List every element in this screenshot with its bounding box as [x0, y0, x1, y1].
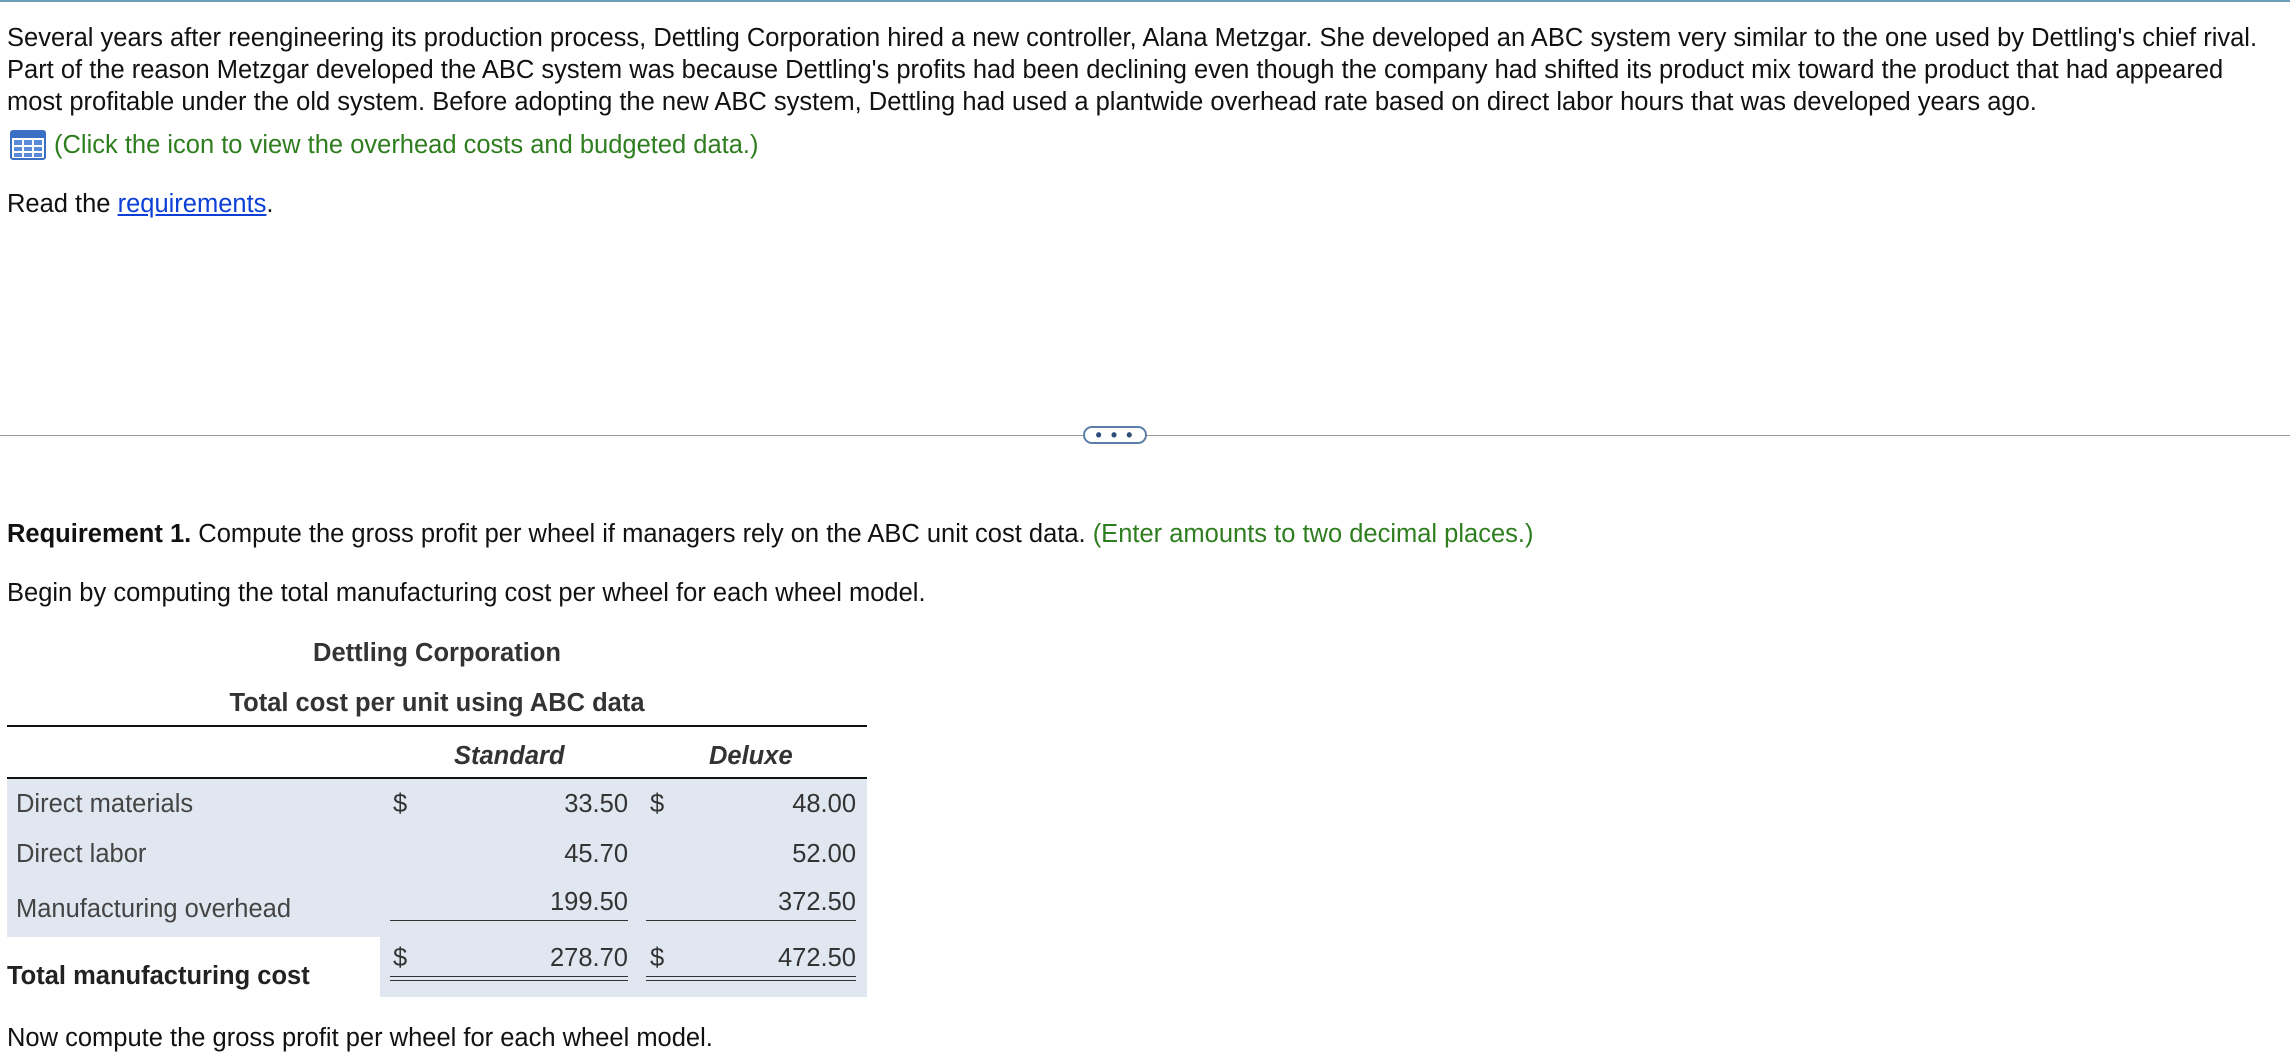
deluxe-direct-labor-value[interactable]: 52.00 — [792, 840, 856, 868]
standard-total-double-underline — [390, 976, 628, 981]
read-prefix: Read the — [7, 190, 118, 218]
requirement-1-prompt — [7, 518, 1533, 550]
deluxe-total-value[interactable]: 472.50 — [778, 944, 856, 972]
standard-direct-materials-value[interactable]: 33.50 — [564, 790, 628, 818]
deluxe-direct-materials-value[interactable]: 48.00 — [792, 790, 856, 818]
deluxe-manufacturing-overhead-value[interactable]: 372.50 — [778, 888, 856, 916]
standard-total-value[interactable]: 278.70 — [550, 944, 628, 972]
read-requirements-line — [7, 188, 274, 220]
currency-symbol: $ — [393, 944, 408, 972]
currency-symbol: $ — [650, 944, 665, 972]
row-label-direct-labor: Direct labor — [16, 840, 147, 868]
standard-direct-labor-value[interactable]: 45.70 — [564, 840, 628, 868]
begin-instruction: Begin by computing the total manufacturing cost per wheel for each wheel model. — [7, 579, 926, 607]
next-step-instruction: Now compute the gross profit per wheel for each wheel model. — [7, 1024, 713, 1052]
row-label-manufacturing-overhead: Manufacturing overhead — [16, 895, 292, 923]
requirement-hint: (Enter amounts to two decimal places.) — [1085, 520, 1534, 548]
column-header-deluxe: Deluxe — [709, 742, 793, 770]
requirement-label: Requirement 1. — [7, 520, 192, 548]
standard-manufacturing-overhead-value[interactable]: 199.50 — [550, 888, 628, 916]
row-label-direct-materials: Direct materials — [16, 790, 194, 818]
column-header-standard: Standard — [454, 742, 565, 770]
table-top-rule — [7, 725, 867, 727]
problem-intro-text: Several years after reengineering its production process, Dettling Corporation hired a new controller, Alana Metzgar. She developed an ABC system very similar to the one used by Dettling's chief rival. Part of the reason Metzgar developed the ABC system was because Dettling's profits had been declining even though the company had shifted its product mix toward the product that had appeared most profitable under the old system. Before adopting the new ABC system, Dettling had used a plantwide overhead rate based on direct labor hours that was developed years ago. — [7, 24, 2258, 116]
table-company-name: Dettling Corporation — [313, 639, 561, 667]
standard-subtotal-underline — [390, 920, 628, 921]
requirement-text: Compute the gross profit per wheel if managers rely on the ABC unit cost data. — [191, 520, 1086, 548]
row-label-total-manufacturing-cost: Total manufacturing cost — [7, 962, 310, 990]
read-suffix: . — [266, 190, 274, 218]
deluxe-subtotal-underline — [646, 920, 856, 921]
table-subtitle: Total cost per unit using ABC data — [229, 689, 645, 717]
overhead-data-link[interactable] — [10, 129, 759, 161]
table-grid-icon[interactable] — [10, 130, 46, 160]
deluxe-total-double-underline — [646, 976, 856, 981]
expand-collapse-button[interactable]: • • • — [1083, 426, 1147, 444]
requirements-link[interactable]: requirements — [117, 190, 267, 218]
overhead-data-link-text[interactable]: (Click the icon to view the overhead costs and budgeted data.) — [54, 130, 759, 159]
currency-symbol: $ — [393, 790, 408, 818]
currency-symbol: $ — [650, 790, 665, 818]
